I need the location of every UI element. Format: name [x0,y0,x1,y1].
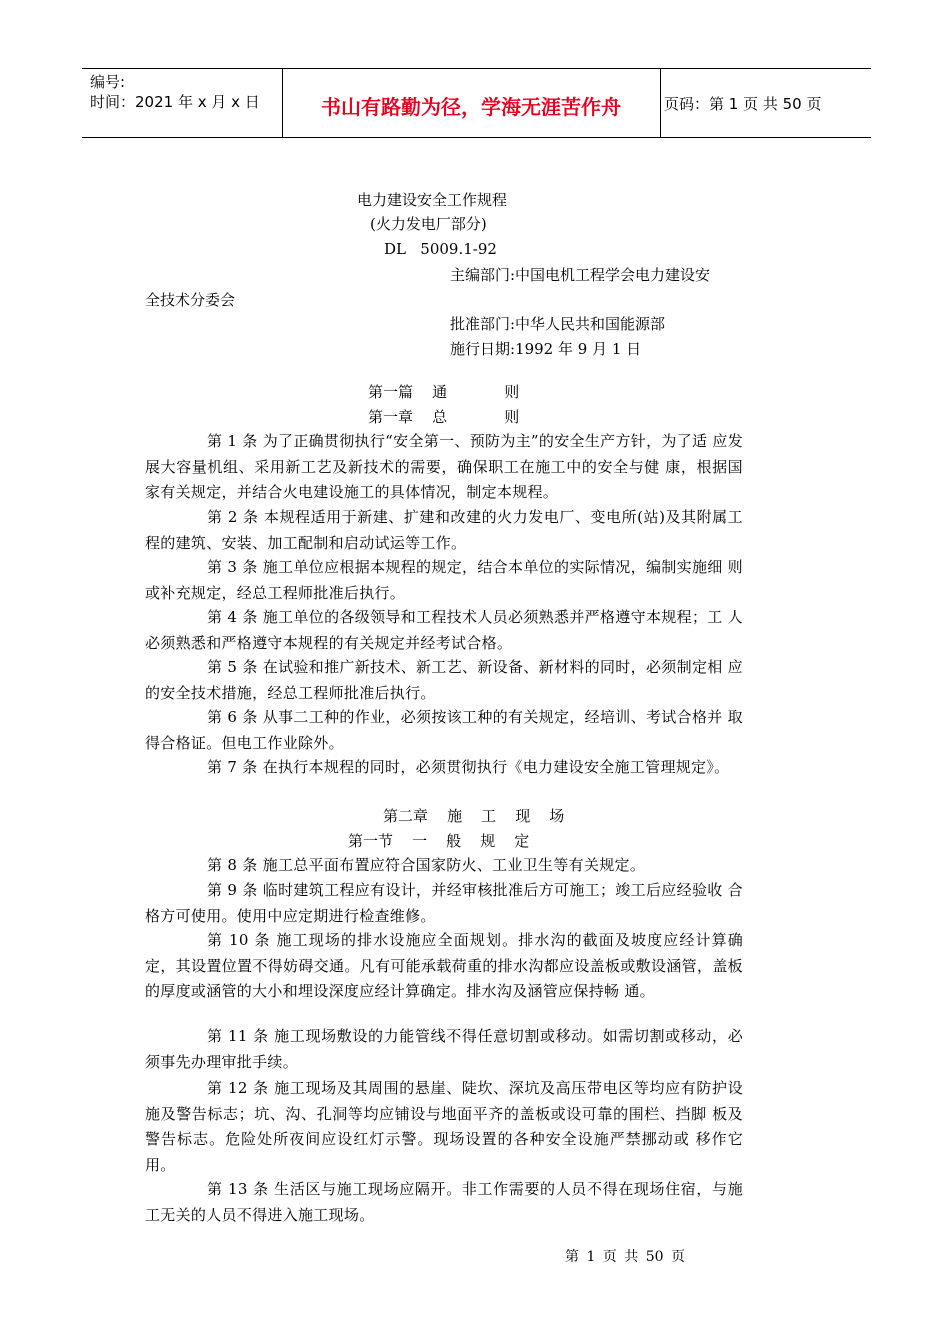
header-motto: 书山有路勤为径，学海无涯苦作舟 [321,95,621,119]
effective-date-line: 施行日期:1992 年 9 月 1 日 [450,340,642,358]
article-2: 第 2 条 本规程适用于新建、扩建和改建的火力发电厂、变电所(站)及其附属工 程的建筑、安装、加工配制和启动试运等工作。 [145,508,743,552]
chapter-heading: 第二章 施 工 现 场 [383,807,565,825]
article-4: 第 4 条 施工单位的各级领导和工程技术人员必须熟悉并严格遵守本规程；工 人必须熟悉和严格遵守本规程的有关规定并经考试合格。 [145,608,743,652]
page-header [82,68,871,138]
editor-line-1: 主编部门:中国电机工程学会电力建设安 [450,266,711,284]
article-10: 第 10 条 施工现场的排水设施应全面规划。排水沟的截面及坡度应经计算确 定，其设置位置不得妨碍交通。凡有可能承载荷重的排水沟都应设盖板或敷设涵管，盖板的厚度或涵管的大小和埋设深度应经计算确定。排水沟及涵管应保持畅 通。 [145,931,743,1000]
doc-subtitle: (火力发电厂部分) [370,215,487,233]
part-heading: 第一篇 通 则 [368,383,520,401]
header-divider [660,69,661,137]
approver-line: 批准部门:中华人民共和国能源部 [450,315,666,333]
editor-line-2: 全技术分委会 [145,291,236,309]
article-1: 第 1 条 为了正确贯彻执行“安全第一、预防为主”的安全生产方针，为了适 应发展大容量机组、采用新工艺及新技术的需要，确保职工在施工中的安全与健 康，根据国家有关规定，并结合火电建设施工的具体情况，制定本规程。 [145,432,743,501]
page-footer: 第 1 页 共 50 页 [565,1249,685,1265]
doc-code: DL 5009.1-92 [384,240,497,258]
article-13: 第 13 条 生活区与施工现场应隔开。非工作需要的人员不得在现场住宿，与施 工无关的人员不得进入施工现场。 [145,1180,743,1224]
section-heading: 第一节 一 般 规 定 [348,832,530,850]
article-11: 第 11 条 施工现场敷设的力能管线不得任意切割或移动。如需切割或移动，必 须事先办理审批手续。 [145,1027,743,1071]
doc-title: 电力建设安全工作规程 [357,191,508,209]
doc-time-label: 时间：2021 年 x 月 x 日 [90,93,260,111]
article-9: 第 9 条 临时建筑工程应有设计，并经审核批准后方可施工；竣工后应经验收 合格方可使用。使用中应定期进行检查维修。 [145,881,743,925]
article-6: 第 6 条 从事二工种的作业，必须按该工种的有关规定，经培训、考试合格并 取得合格证。但电工作业除外。 [145,708,743,752]
doc-number-label: 编号: [90,73,126,91]
chapter-heading: 第一章 总 则 [368,408,520,426]
article-7: 第 7 条 在执行本规程的同时，必须贯彻执行《电力建设安全施工管理规定》。 [207,758,730,776]
article-8: 第 8 条 施工总平面布置应符合国家防火、工业卫生等有关规定。 [207,856,646,874]
article-12: 第 12 条 施工现场及其周围的悬崖、陡坎、深坑及高压带电区等均应有防护设 施及警告标志；坑、沟、孔洞等均应铺设与地面平齐的盖板或设可靠的围栏、挡脚 板及警告标志。危险处所夜间应设红灯示警。现场设置的各种安全设施严禁挪动或 移作它用。 [145,1079,743,1174]
article-5: 第 5 条 在试验和推广新技术、新工艺、新设备、新材料的同时，必须制定相 应的安全技术措施，经总工程师批准后执行。 [145,658,743,702]
header-page-label: 页码：第 1 页 共 50 页 [664,95,822,113]
article-3: 第 3 条 施工单位应根据本规程的规定，结合本单位的实际情况，编制实施细 则或补充规定，经总工程师批准后执行。 [145,558,743,602]
